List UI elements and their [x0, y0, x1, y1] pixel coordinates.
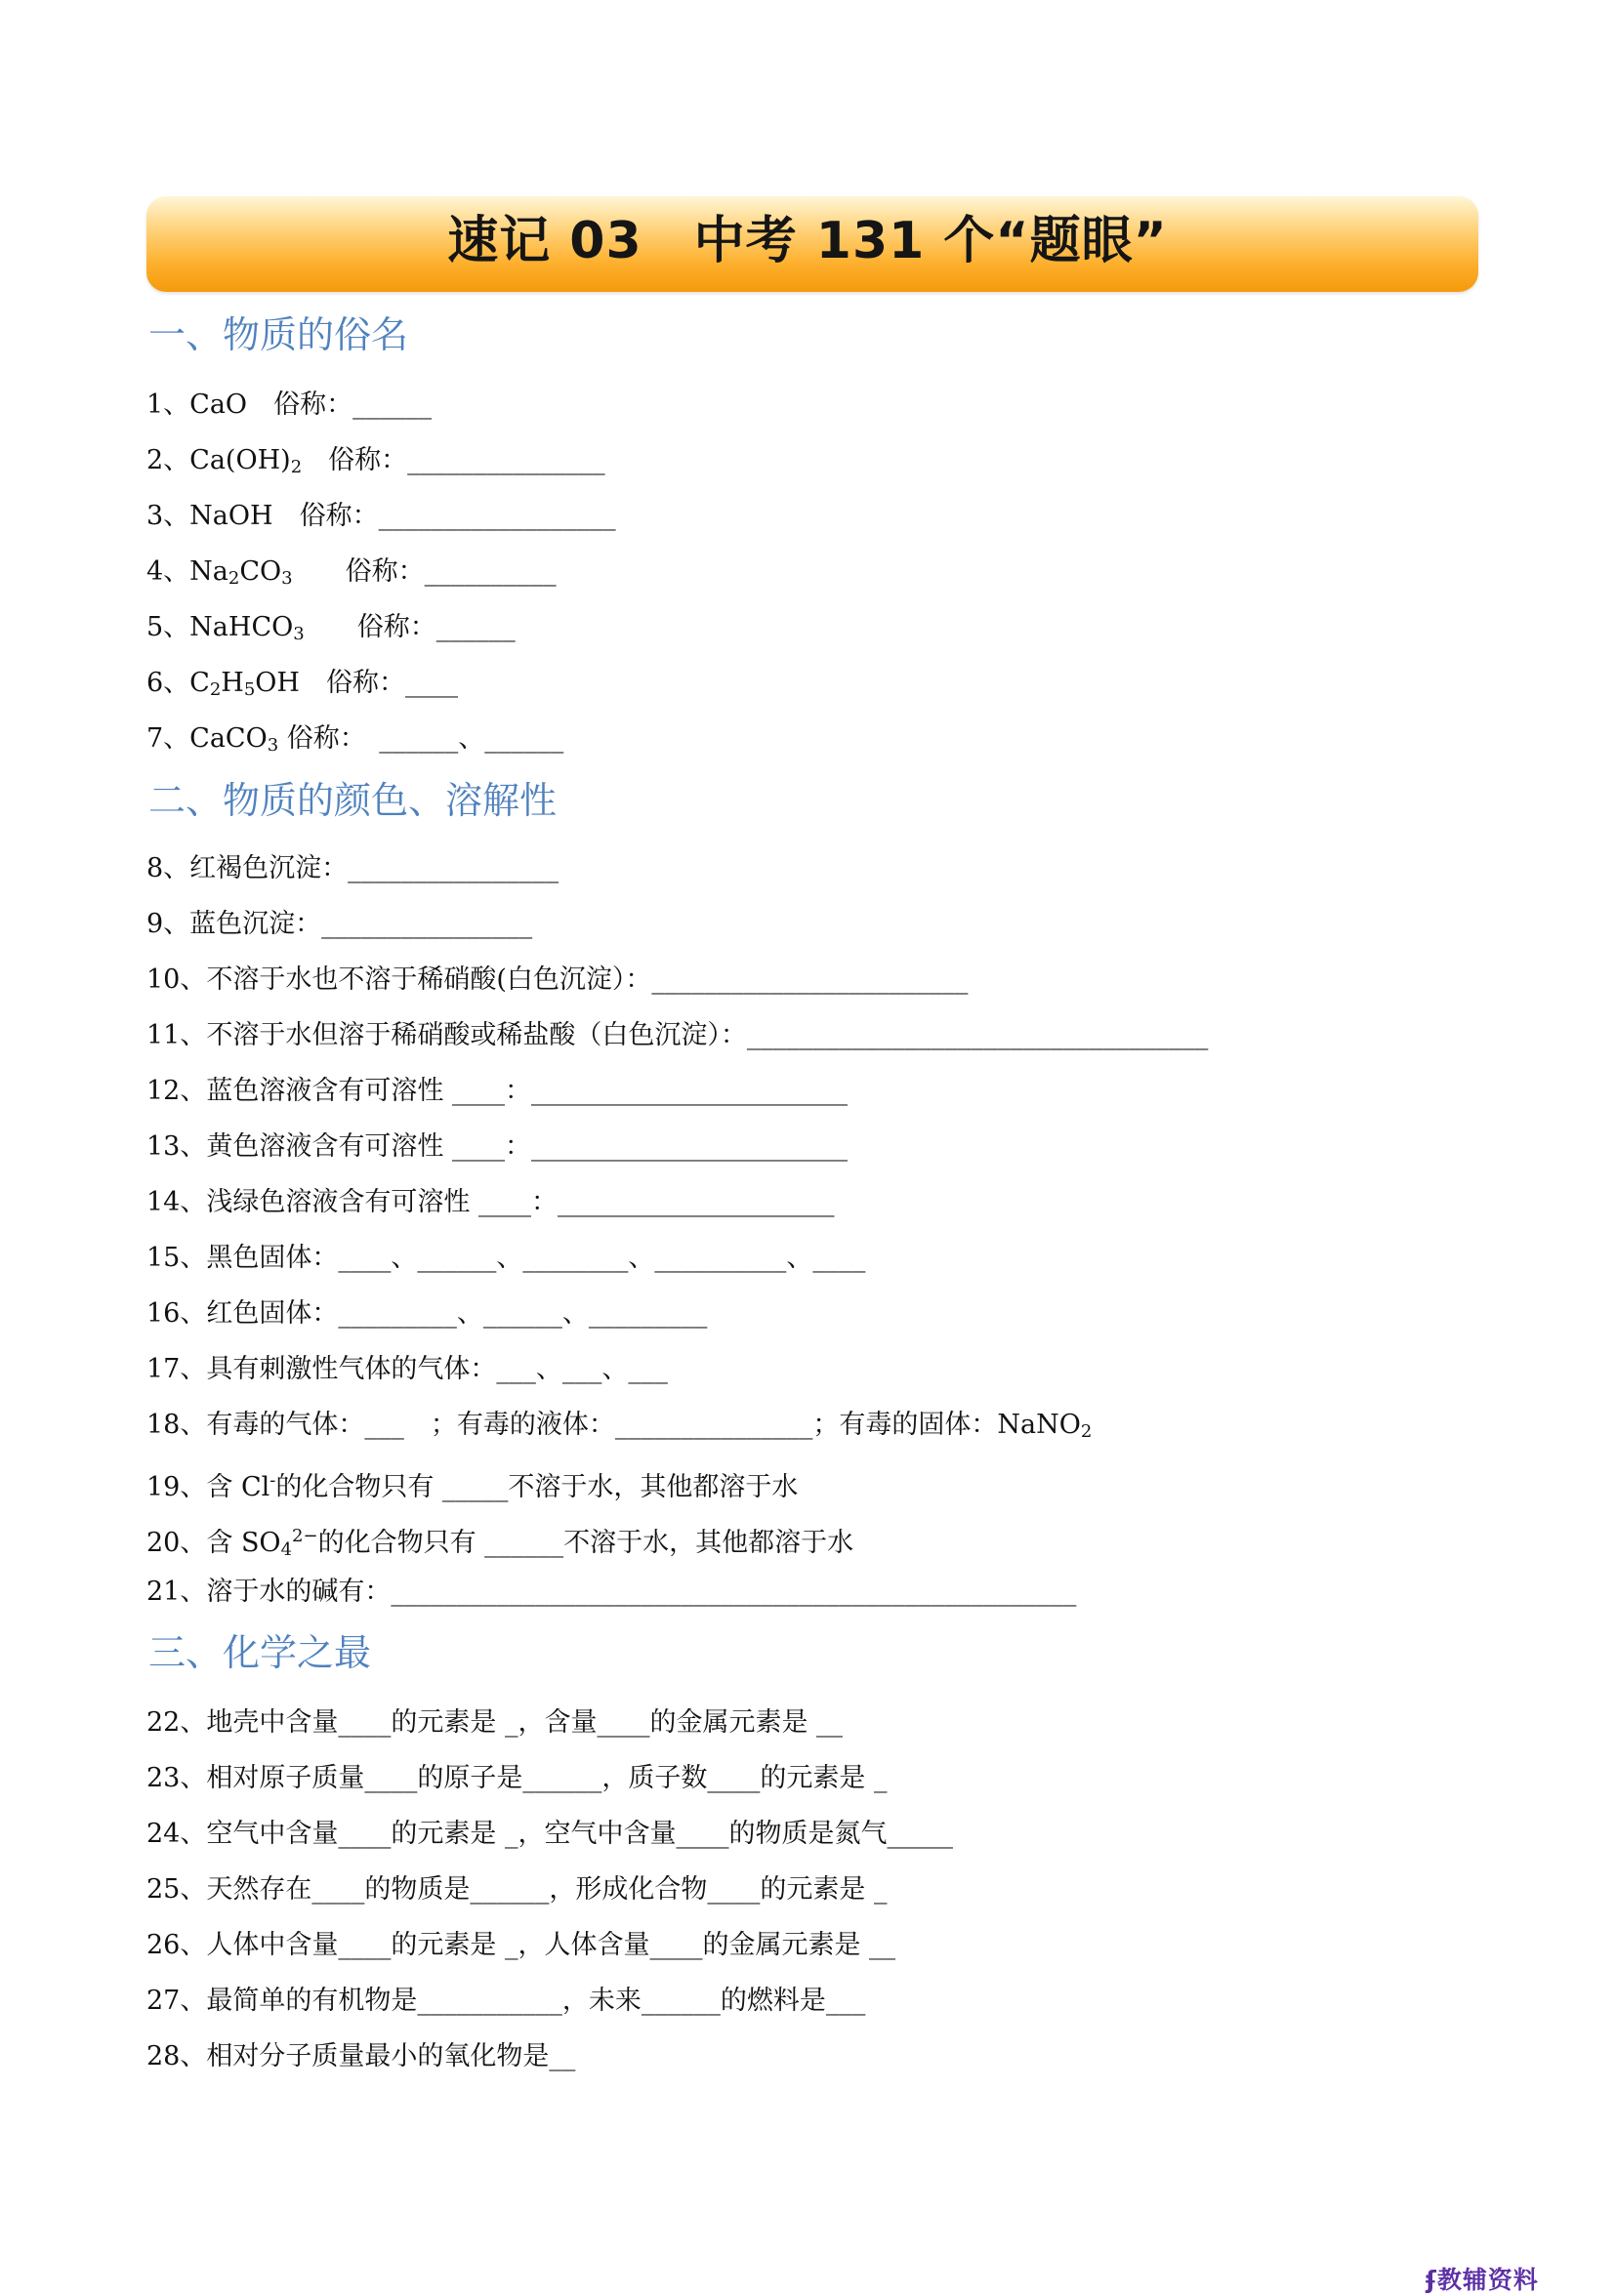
logo-mark-icon: ʄ [1426, 2266, 1437, 2294]
list-item: 11、不溶于水但溶于稀硝酸或稀盐酸（白色沉淀）：___________________________________ [146, 1020, 1209, 1050]
list-item: 9、蓝色沉淀：________________ [146, 909, 533, 939]
list-item: 25、天然存在____的物质是______，形成化合物____的元素是 _ [146, 1874, 888, 1905]
list-item: 26、人体中含量____的元素是 _，人体含量____的金属元素是 __ [146, 1930, 896, 1960]
list-item: 17、具有刺激性气体的气体：___、___、___ [146, 1354, 668, 1384]
list-item: 6、$C_2H_5OH$ 俗称：____ [146, 668, 458, 700]
list-item: 19、含 Cl-的化合物只有 _____不溶于水，其他都溶于水 [146, 1470, 799, 1502]
section-heading-names: 一、物质的俗名 [148, 313, 409, 356]
list-item: 5、NaHCO$_3$ 俗称：______ [146, 612, 516, 644]
page-title: 速记 03 中考 131 个“题眼” [447, 212, 1168, 270]
list-item: 13、黄色溶液含有可溶性 ____：________________________ [146, 1131, 848, 1162]
list-item: 7、CaCO$_3$ 俗称： ______、______ [146, 723, 564, 756]
list-item: 14、浅绿色溶液含有可溶性 ____：_____________________ [146, 1187, 835, 1217]
list-item: 1、CaO 俗称：______ [146, 390, 433, 420]
list-item: 18、有毒的气体：___ ；有毒的液体：_______________；有毒的固体：NaNO$_2$ [146, 1410, 1093, 1442]
section-heading-colors: 二、物质的颜色、溶解性 [148, 779, 558, 822]
list-item: 8、红褐色沉淀：________________ [146, 853, 559, 883]
list-item: 4、$Na_2CO_3$ 俗称：__________ [146, 556, 557, 589]
list-item: 24、空气中含量____的元素是 _，空气中含量____的物质是氮气_____ [146, 1819, 953, 1849]
list-item: 20、含 $SO_4^{2-}$的化合物只有 ______不溶于水，其他都溶于水 [146, 1526, 854, 1560]
list-item: 22、地壳中含量____的元素是 _，含量____的金属元素是 __ [146, 1707, 844, 1738]
list-item: 10、不溶于水也不溶于稀硝酸(白色沉淀）：________________________ [146, 964, 969, 995]
list-item: 21、溶于水的碱有：____________________________________________________ [146, 1577, 1077, 1607]
section-heading-superlatives: 三、化学之最 [148, 1631, 372, 1674]
list-item: 16、红色固体：_________、______、_________ [146, 1298, 708, 1329]
list-item: 28、相对分子质量最小的氧化物是__ [146, 2041, 576, 2071]
list-item: 23、相对原子质量____的原子是______，质子数____的元素是 _ [146, 1763, 888, 1793]
list-item: 3、NaOH 俗称：__________________ [146, 501, 616, 531]
list-item: 15、黑色固体：____、______、________、__________、____ [146, 1243, 866, 1273]
publisher-logo: ʄ教辅资料 [1426, 2266, 1539, 2294]
list-item: 2、$Ca(OH)_2$ 俗称：_______________ [146, 445, 605, 477]
list-item: 12、蓝色溶液含有可溶性 ____：________________________ [146, 1076, 848, 1106]
list-item: 27、最简单的有机物是___________，未来______的燃料是___ [146, 1986, 866, 2016]
